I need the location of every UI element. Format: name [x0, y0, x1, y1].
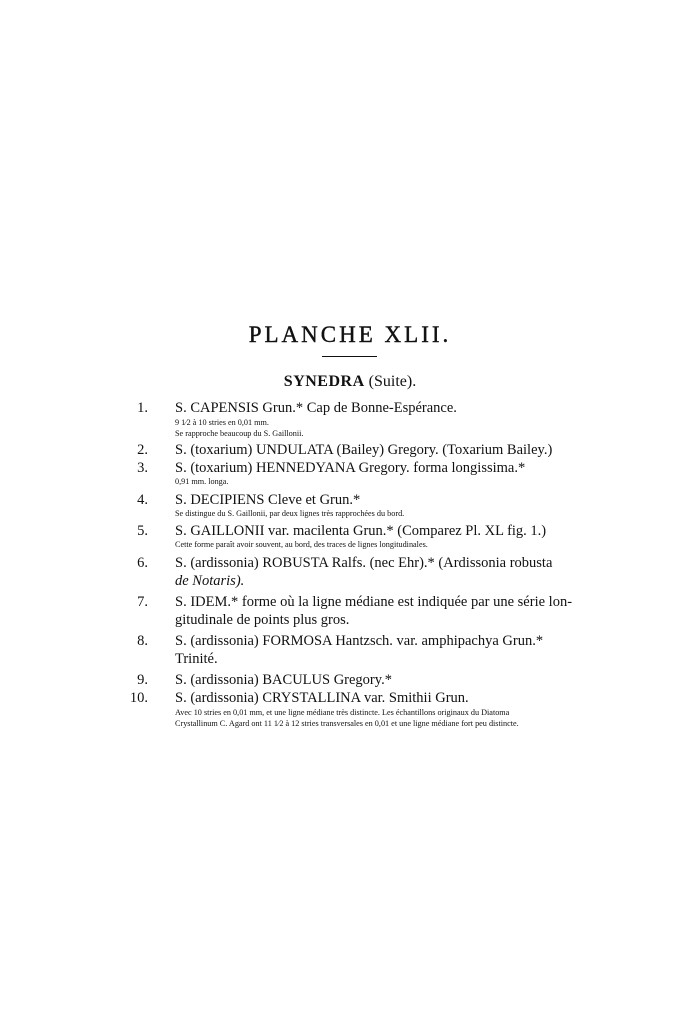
entry-number: 7.: [137, 593, 148, 610]
entry-note: Se distingue du S. Gaillonii, par deux lignes très rapprochées du bord.: [175, 508, 405, 518]
entry-10: [0, 689, 700, 729]
entry-2: [0, 441, 700, 459]
plate-title: PLANCHE XLII.: [248, 322, 452, 347]
entry-number: 2.: [137, 442, 148, 458]
entry-note: Cette forme paraît avoir souvent, au bord, des traces de lignes longitudinales.: [175, 540, 428, 549]
entry-list: [0, 399, 700, 729]
entry-number: 4.: [137, 491, 148, 508]
entry-number: 10.: [129, 689, 148, 706]
entry-number: 9.: [137, 671, 148, 688]
entry-note: 9 1⁄2 à 10 stries en 0,01 mm.: [175, 418, 269, 427]
entry-text: S. (ardissonia) ROBUSTA Ralfs. (nec Ehr).* (Ardissonia robusta: [175, 554, 553, 571]
title-rule: [322, 356, 377, 357]
entry-number: 1.: [137, 400, 148, 416]
entry-5: [0, 522, 700, 551]
entry-8: [0, 632, 700, 668]
entry-3: [0, 459, 700, 488]
entry-text: S. (toxarium) UNDULATA (Bailey) Gregory. (Toxarium Bailey.): [175, 442, 553, 458]
genus-name: SYNEDRA: [283, 373, 365, 390]
entry-text: S. (ardissonia) FORMOSA Hantzsch. var. amphipachya Grun.*: [175, 632, 544, 649]
entry-number: 5.: [137, 523, 148, 539]
entry-text: S. GAILLONII var. macilenta Grun.* (Comparez Pl. XL fig. 1.): [175, 523, 547, 539]
entry-note: Se rapproche beaucoup du S. Gaillonii.: [175, 428, 304, 438]
entry-text: S. DECIPIENS Cleve et Grun.*: [175, 491, 361, 508]
entry-note: Avec 10 stries en 0,01 mm, et une ligne médiane très distincte. Les échantillons originaux du Diatoma: [175, 707, 510, 717]
entry-1: [0, 399, 700, 439]
entry-number: 8.: [137, 632, 148, 649]
entry-9: [0, 671, 700, 689]
entry-text: S. (ardissonia) CRYSTALLINA var. Smithii Grun.: [175, 689, 469, 706]
entry-note: 0,91 mm. longa.: [175, 477, 229, 486]
entry-text: S. (toxarium) HENNEDYANA Gregory. forma longissima.*: [175, 460, 526, 476]
entry-text: S. (ardissonia) BACULUS Gregory.*: [175, 671, 392, 688]
entry-text: S. CAPENSIS Grun.* Cap de Bonne-Espérance.: [175, 400, 457, 416]
entry-text-continued: gitudinale de points plus gros.: [175, 611, 350, 628]
genus-suffix: (Suite).: [368, 373, 417, 390]
entry-4: [0, 491, 700, 520]
entry-6: [0, 554, 700, 590]
entry-number: 3.: [137, 460, 148, 476]
entry-number: 6.: [137, 554, 148, 571]
entry-text-continued: de Notaris).: [175, 572, 245, 589]
entry-text: S. IDEM.* forme où la ligne médiane est indiquée par une série lon-: [175, 593, 573, 610]
entry-7: [0, 593, 700, 629]
genus-heading: [0, 373, 700, 391]
entry-text-continued: Trinité.: [175, 650, 218, 667]
entry-note: Crystallinum C. Agard ont 11 1⁄2 à 12 stries transversales en 0,01 et une ligne médiane fort peu distincte.: [175, 718, 519, 728]
